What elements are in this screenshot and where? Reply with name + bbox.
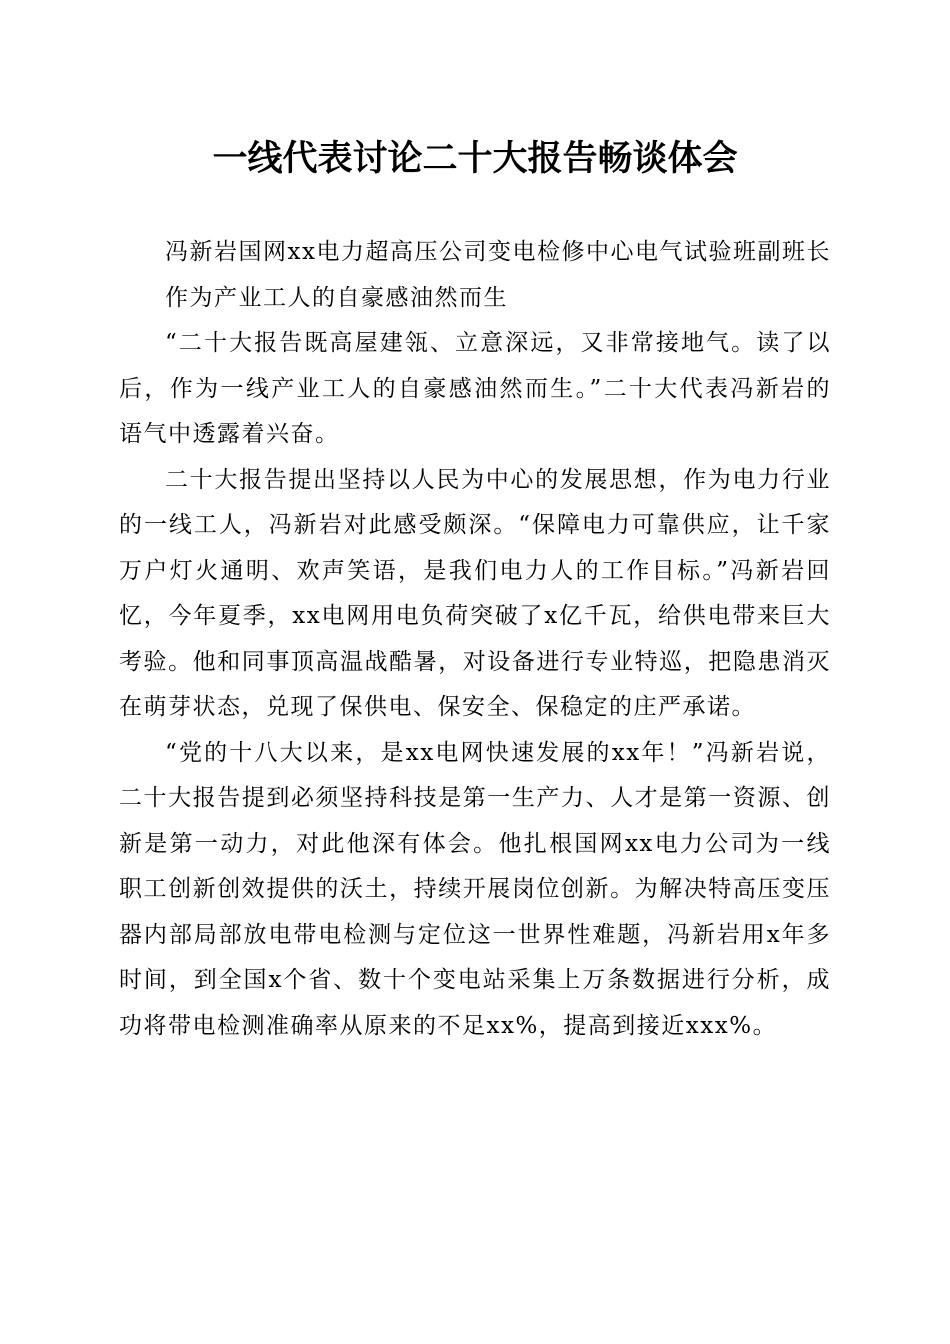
paragraph-quote: “二十大报告既高屋建瓴、立意深远，又非常接地气。读了以后，作为一线产业工人的自豪感油然而生。”二十大代表冯新岩的语气中透露着兴奋。 bbox=[119, 330, 831, 447]
paragraph-subheading: 作为产业工人的自豪感油然而生 bbox=[165, 284, 508, 311]
document-title: 一线代表讨论二十大报告畅谈体会 bbox=[212, 138, 738, 179]
paragraph-innovation: “党的十八大以来，是xx电网快速发展的xx年！”冯新岩说，二十大报告提到必须坚持科技是第一生产力、人才是第一资源、创新是第一动力，对此他深有体会。他扎根国网xx电力公司为一线职工创新创效提供的沃土，持续开展岗位创新。为解决特高压变压器内部局部放电带电检测与定位这一世界性难题，冯新岩用x年多时间，到全国x个省、数十个变电站采集上万条数据进行分析，成功将带电检测准确率从原来的不足xx%，提高到接近xxx%。 bbox=[119, 739, 831, 1039]
document-body bbox=[119, 230, 831, 1049]
paragraph-power-supply: 二十大报告提出坚持以人民为中心的发展思想，作为电力行业的一线工人，冯新岩对此感受颇深。“保障电力可靠供应，让千家万户灯火通明、欢声笑语，是我们电力人的工作目标。”冯新岩回忆，今年夏季，xx电网用电负荷突破了x亿千瓦，给供电带来巨大考验。他和同事顶高温战酷暑，对设备进行专业特巡，把隐患消灭在萌芽状态，兑现了保供电、保安全、保稳定的庄严承诺。 bbox=[119, 466, 831, 720]
paragraph-author: 冯新岩国网xx电力超高压公司变电检修中心电气试验班副班长 bbox=[165, 239, 831, 265]
